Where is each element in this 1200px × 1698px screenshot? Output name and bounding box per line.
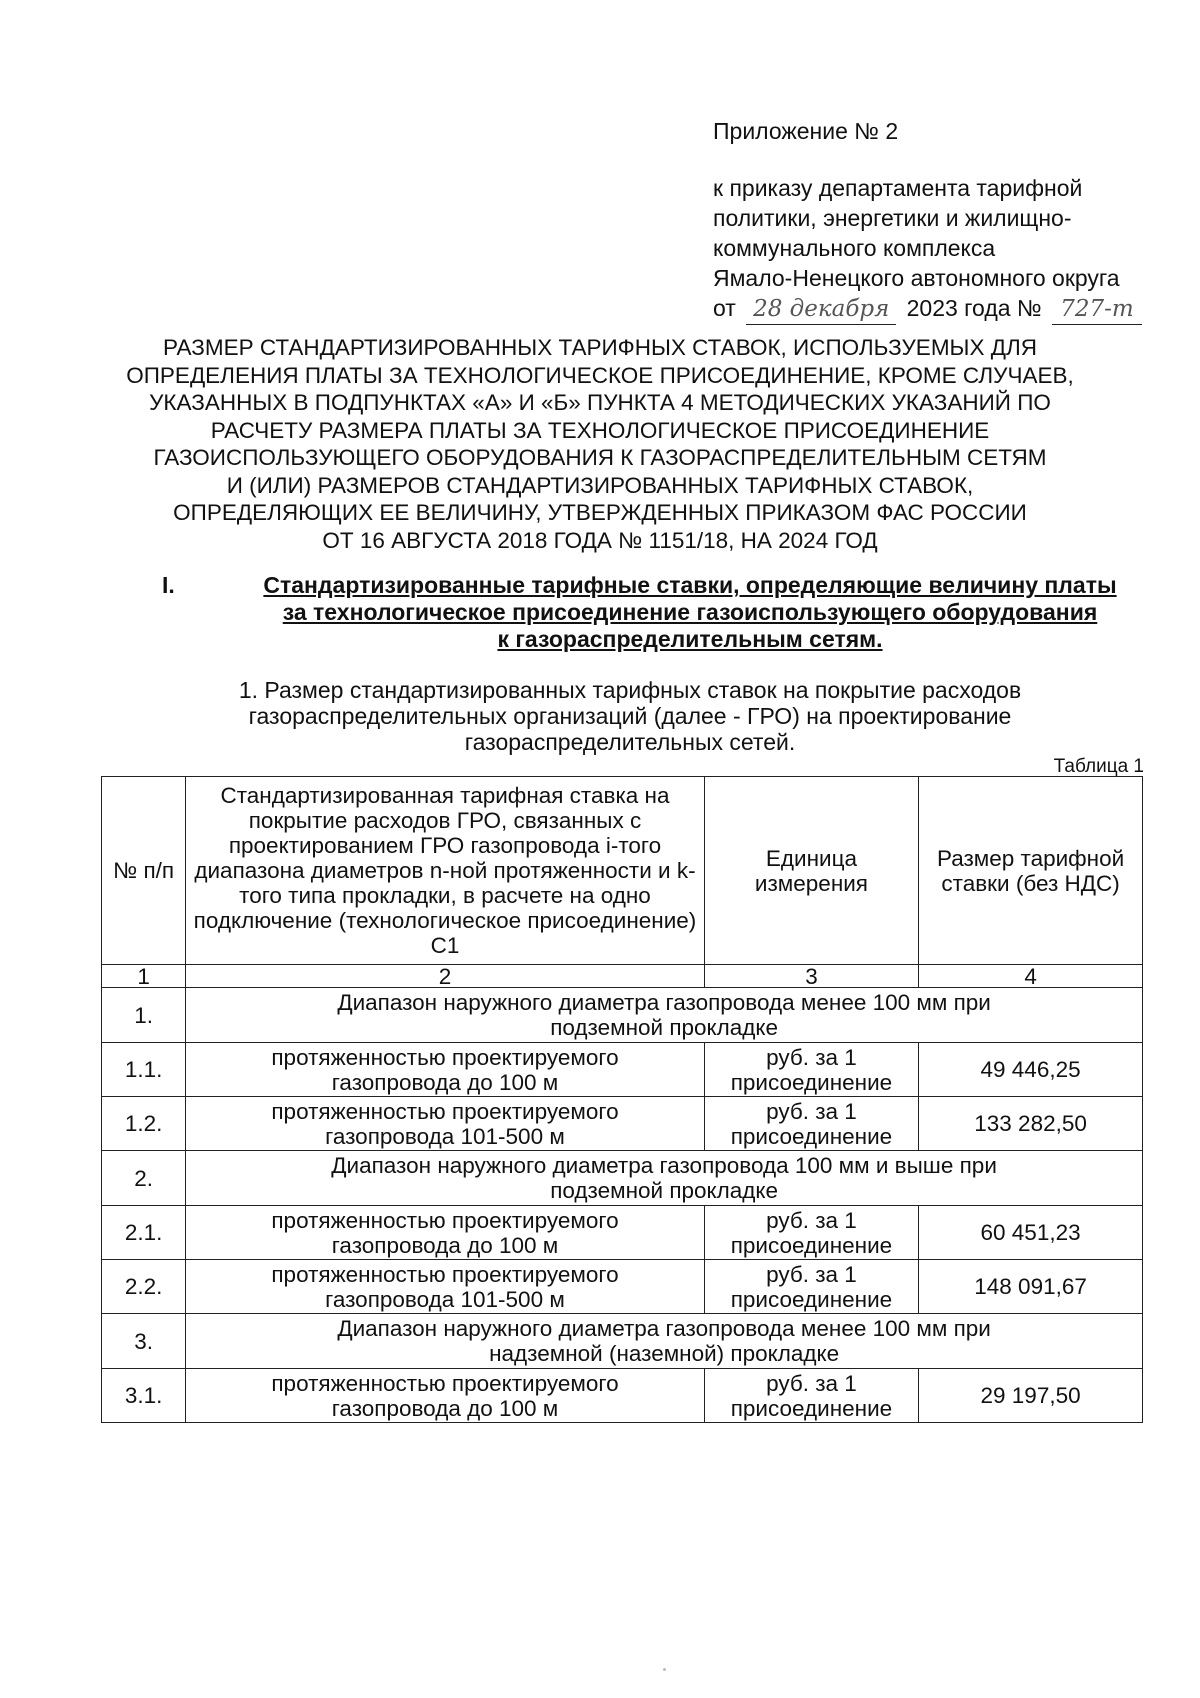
row-number: 1. xyxy=(102,988,186,1043)
row-number: 3.1. xyxy=(102,1369,186,1423)
table-row xyxy=(102,1206,1143,1260)
section-heading-line: к газораспределительным сетям. xyxy=(497,626,883,652)
title-line: РАСЧЕТУ РАЗМЕРА ПЛАТЫ ЗА ТЕХНОЛОГИЧЕСКОЕ ПРИСОЕДИНЕНИЕ xyxy=(210,417,990,443)
group-description: Диапазон наружного диаметра газопровода менее 100 мм при надземной (наземной) прокладке xyxy=(186,1314,1143,1369)
unit-of-measure: руб. за 1 присоединение xyxy=(704,1206,918,1260)
appendix-line: коммунального комплекса xyxy=(713,235,996,261)
header-rate-value: Размер тарифной ставки (без НДС) xyxy=(919,777,1143,965)
rate-value: 133 282,50 xyxy=(919,1097,1143,1151)
title-line: РАЗМЕР СТАНДАРТИЗИРОВАННЫХ ТАРИФНЫХ СТАВОК, ИСПОЛЬЗУЕМЫХ ДЛЯ xyxy=(162,335,1037,360)
group-row xyxy=(102,1314,1143,1369)
group-row xyxy=(102,1151,1143,1206)
rate-description: протяженностью проектируемого газопровода до 100 м xyxy=(186,1206,705,1260)
section-heading-line: за технологическое присоединение газоиспользующего оборудования xyxy=(282,599,1098,625)
row-number: 2. xyxy=(102,1151,186,1206)
header-unit: Единица измерения xyxy=(704,777,918,965)
rate-description: протяженностью проектируемого газопровода до 100 м xyxy=(186,1369,705,1423)
section-heading xyxy=(230,572,1150,653)
header-rate-description: Стандартизированная тарифная ставка на покрытие расходов ГРО, связанных с проектированием ГРО газопровода i-того диапазона диаметров n-ной протяженности и k-того типа прокладки, в расчете на одно подключение (технологическое присоединение) С1 xyxy=(186,777,705,965)
rate-description: протяженностью проектируемого газопровода 101-500 м xyxy=(186,1097,705,1151)
table-row xyxy=(102,1097,1143,1151)
rate-value: 29 197,50 xyxy=(919,1369,1143,1423)
appendix-date-line xyxy=(713,293,1173,325)
document-title xyxy=(90,334,1110,554)
tariff-rates-table xyxy=(101,776,1143,1423)
handwritten-order-number: 727-т xyxy=(1052,294,1142,325)
title-line: И (ИЛИ) РАЗМЕРОВ СТАНДАРТИЗИРОВАННЫХ ТАРИФНЫХ СТАВОК, xyxy=(226,472,974,498)
section-number: I. xyxy=(162,572,175,598)
table-caption: Таблица 1 xyxy=(1053,756,1144,777)
unit-of-measure: руб. за 1 присоединение xyxy=(704,1369,918,1423)
table-row xyxy=(102,1369,1143,1423)
group-description: Диапазон наружного диаметра газопровода 100 мм и выше при подземной прокладке xyxy=(186,1151,1143,1206)
table-intro-paragraph xyxy=(200,677,1060,755)
column-number: 3 xyxy=(704,965,918,988)
row-number: 1.1. xyxy=(102,1043,186,1097)
handwritten-date: 28 декабря xyxy=(746,294,896,325)
unit-of-measure: руб. за 1 присоединение xyxy=(704,1097,918,1151)
rate-value: 60 451,23 xyxy=(919,1206,1143,1260)
paragraph-line: газораспределительных организаций (далее - ГРО) на проектирование xyxy=(248,703,1012,729)
header-number: № п/п xyxy=(102,777,186,965)
appendix-line: к приказу департамента тарифной xyxy=(713,175,1083,201)
group-row xyxy=(102,988,1143,1043)
table-row xyxy=(102,1260,1143,1314)
section-heading-line: Стандартизированные тарифные ставки, определяющие величину платы xyxy=(263,572,1117,598)
paragraph-line: газораспределительных сетей. xyxy=(464,729,796,755)
scan-speck xyxy=(663,1668,666,1671)
table-row xyxy=(102,1043,1143,1097)
table-header-row xyxy=(102,777,1143,965)
date-prefix: от xyxy=(713,295,736,321)
appendix-reference xyxy=(713,173,1173,325)
title-line: ОТ 16 АВГУСТА 2018 ГОДА № 1151/18, НА 2024 ГОД xyxy=(322,527,878,553)
appendix-line: Ямало-Ненецкого автономного округа xyxy=(713,265,1120,291)
rate-description: протяженностью проектируемого газопровода 101-500 м xyxy=(186,1260,705,1314)
rate-value: 148 091,67 xyxy=(919,1260,1143,1314)
group-description: Диапазон наружного диаметра газопровода менее 100 мм при подземной прокладке xyxy=(186,988,1143,1043)
row-number: 3. xyxy=(102,1314,186,1369)
column-number: 1 xyxy=(102,965,186,988)
rate-description: протяженностью проектируемого газопровода до 100 м xyxy=(186,1043,705,1097)
appendix-title: Приложение № 2 xyxy=(713,118,899,144)
paragraph-line: 1. Размер стандартизированных тарифных ставок на покрытие расходов xyxy=(238,677,1022,703)
unit-of-measure: руб. за 1 присоединение xyxy=(704,1260,918,1314)
title-line: ГАЗОИСПОЛЬЗУЮЩЕГО ОБОРУДОВАНИЯ К ГАЗОРАСПРЕДЕЛИТЕЛЬНЫМ СЕТЯМ xyxy=(153,445,1047,470)
appendix-line: политики, энергетики и жилищно- xyxy=(713,205,1072,231)
year-text: 2023 года № xyxy=(906,295,1042,321)
rate-value: 49 446,25 xyxy=(919,1043,1143,1097)
title-line: ОПРЕДЕЛЕНИЯ ПЛАТЫ ЗА ТЕХНОЛОГИЧЕСКОЕ ПРИСОЕДИНЕНИЕ, КРОМЕ СЛУЧАЕВ, xyxy=(126,362,1074,388)
title-line: ОПРЕДЕЛЯЮЩИХ ЕЕ ВЕЛИЧИНУ, УТВЕРЖДЕННЫХ ПРИКАЗОМ ФАС РОССИИ xyxy=(173,500,1027,525)
unit-of-measure: руб. за 1 присоединение xyxy=(704,1043,918,1097)
row-number: 1.2. xyxy=(102,1097,186,1151)
column-number: 4 xyxy=(919,965,1143,988)
column-number: 2 xyxy=(186,965,705,988)
title-line: УКАЗАННЫХ В ПОДПУНКТАХ «А» И «Б» ПУНКТА 4 МЕТОДИЧЕСКИХ УКАЗАНИЙ ПО xyxy=(149,390,1051,415)
column-number-row xyxy=(102,965,1143,988)
row-number: 2.2. xyxy=(102,1260,186,1314)
row-number: 2.1. xyxy=(102,1206,186,1260)
